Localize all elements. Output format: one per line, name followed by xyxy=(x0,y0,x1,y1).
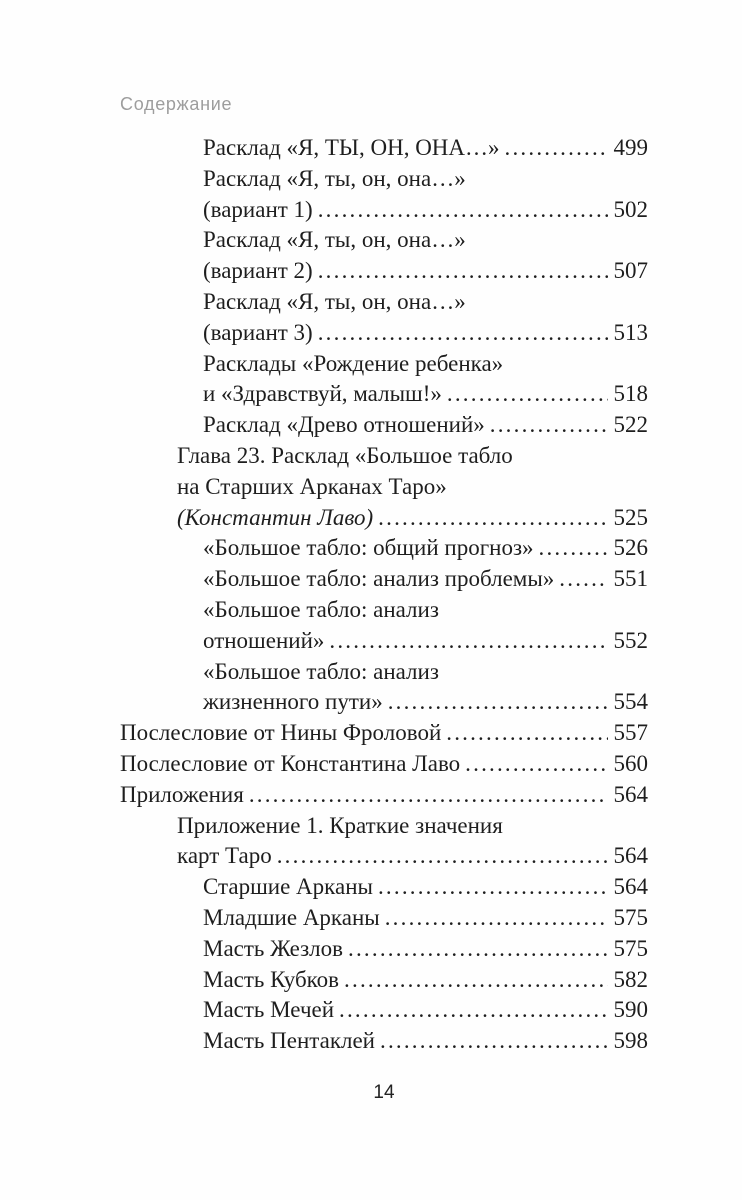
toc-entry-line xyxy=(203,687,648,718)
toc-entry-title: Приложения xyxy=(120,781,244,807)
dot-leader xyxy=(378,503,607,534)
toc-entry-line xyxy=(203,287,648,318)
toc-entry-title: «Большое табло: анализ проблемы» xyxy=(203,566,555,592)
toc-entry-title: Расклад «Я, ТЫ, ОН, ОНА…» xyxy=(203,135,500,160)
dot-leader xyxy=(446,718,607,749)
toc-entry xyxy=(203,965,648,996)
toc-entry-page-number: 582 xyxy=(613,966,648,992)
toc-entry-title: «Большое табло: анализ xyxy=(203,658,439,684)
dot-leader xyxy=(559,564,607,595)
toc-entry-line xyxy=(203,626,648,657)
toc-entry-title: Глава 23. Расклад «Большое табло xyxy=(177,442,513,468)
toc-entry-page-number: 560 xyxy=(613,750,648,776)
toc-entry-line xyxy=(203,379,648,410)
toc-entry xyxy=(203,133,648,164)
toc-entry-line xyxy=(203,225,648,256)
dot-leader xyxy=(385,903,608,934)
toc-entry-title: Масть Кубков xyxy=(203,966,340,992)
toc-entry-page-number: 513 xyxy=(613,319,648,345)
toc-entry-title: и «Здравствуй, малыш!» xyxy=(203,381,442,407)
toc-entry-title: карт Таро xyxy=(177,843,272,869)
toc-entry xyxy=(203,995,648,1026)
toc-entry-line xyxy=(203,349,648,380)
toc-entry-line xyxy=(203,164,648,195)
toc-entry-page-number: 552 xyxy=(613,627,648,653)
toc-entry-title: Расклад «Древо отношений» xyxy=(203,412,485,438)
toc-entry xyxy=(120,749,648,780)
toc-entry-title: на Старших Арканах Таро» xyxy=(177,473,447,499)
toc-entry xyxy=(203,225,648,287)
toc-entry-line xyxy=(203,872,648,903)
toc-entry-title: Послесловие от Нины Фроловой xyxy=(120,720,442,746)
toc-entry-title: Расклад «Я, ты, он, она…» xyxy=(203,165,466,191)
dot-leader xyxy=(344,965,607,996)
toc-entry-title: «Большое табло: анализ xyxy=(203,596,439,622)
toc-entry xyxy=(203,287,648,349)
toc-entry xyxy=(203,564,648,595)
toc-entry-line xyxy=(203,995,648,1026)
dot-leader xyxy=(539,533,608,564)
running-head: Содержание xyxy=(120,94,233,114)
dot-leader xyxy=(329,626,607,657)
toc-entry-page-number: 551 xyxy=(613,566,648,592)
toc-entry-page-number: 557 xyxy=(613,720,648,746)
table-of-contents xyxy=(120,133,648,1057)
toc-entry-line xyxy=(203,195,648,226)
toc-entry-page-number: 575 xyxy=(613,935,648,961)
toc-entry-page-number: 575 xyxy=(613,904,648,930)
toc-entry-page-number: 525 xyxy=(613,504,648,530)
toc-entry-line xyxy=(203,657,648,688)
toc-entry-title: Расклад «Я, ты, он, она…» xyxy=(203,227,466,253)
toc-entry-title: Приложение 1. Краткие значения xyxy=(177,812,503,838)
page-number: 14 xyxy=(373,1082,395,1103)
dot-leader xyxy=(318,195,608,226)
toc-entry xyxy=(203,872,648,903)
toc-entry-title: Послесловие от Константина Лаво xyxy=(120,750,461,776)
dot-leader xyxy=(505,133,608,164)
dot-leader xyxy=(465,749,607,780)
toc-entry-page-number: 522 xyxy=(613,412,648,438)
toc-entry-line xyxy=(120,749,648,780)
toc-entry-line xyxy=(203,318,648,349)
toc-entry-title: (вариант 3) xyxy=(203,319,313,345)
toc-entry-page-number: 564 xyxy=(613,843,648,869)
toc-entry-line xyxy=(120,718,648,749)
toc-entry xyxy=(203,410,648,441)
toc-entry-page-number: 507 xyxy=(613,258,648,284)
toc-entry-line xyxy=(203,533,648,564)
toc-entry-line xyxy=(203,934,648,965)
toc-entry-line xyxy=(177,841,648,872)
toc-entry xyxy=(177,441,648,533)
toc-entry xyxy=(120,718,648,749)
toc-entry-line xyxy=(177,811,648,842)
dot-leader xyxy=(447,379,608,410)
toc-entry-title: Старшие Арканы xyxy=(203,874,373,900)
toc-entry-line xyxy=(203,410,648,441)
dot-leader xyxy=(378,872,608,903)
dot-leader xyxy=(388,687,608,718)
toc-entry-line xyxy=(203,133,648,164)
toc-entry-line xyxy=(203,965,648,996)
toc-entry xyxy=(203,657,648,719)
toc-entry-line xyxy=(203,256,648,287)
dot-leader xyxy=(277,841,608,872)
toc-entry-line xyxy=(203,595,648,626)
toc-entry-title: Масть Пентаклей xyxy=(203,1028,375,1054)
dot-leader xyxy=(318,318,608,349)
dot-leader xyxy=(339,995,607,1026)
toc-entry-page-number: 499 xyxy=(613,135,648,160)
toc-entry-page-number: 598 xyxy=(613,1028,648,1054)
toc-entry-page-number: 564 xyxy=(613,781,648,807)
toc-entry-page-number: 518 xyxy=(613,381,648,407)
dot-leader xyxy=(318,256,608,287)
toc-entry-title: (вариант 1) xyxy=(203,196,313,222)
toc-entry-page-number: 590 xyxy=(613,997,648,1023)
toc-entry-line xyxy=(203,903,648,934)
dot-leader xyxy=(249,780,608,811)
toc-entry xyxy=(203,349,648,411)
toc-entry-page-number: 526 xyxy=(613,535,648,561)
toc-entry-title: «Большое табло: общий прогноз» xyxy=(203,535,534,561)
toc-entry-page-number: 502 xyxy=(613,196,648,222)
dot-leader xyxy=(490,410,608,441)
toc-entry xyxy=(203,533,648,564)
toc-entry-title: (Константин Лаво) xyxy=(177,504,374,530)
toc-entry-title: (вариант 2) xyxy=(203,258,313,284)
toc-entry xyxy=(203,903,648,934)
toc-entry-title: отношений» xyxy=(203,627,325,653)
toc-entry-line xyxy=(177,472,648,503)
toc-entry-page-number: 554 xyxy=(613,689,648,715)
toc-entry xyxy=(177,811,648,873)
toc-entry-title: Расклады «Рождение ребенка» xyxy=(203,350,504,376)
toc-entry-title: Масть Жезлов xyxy=(203,935,344,961)
toc-entry-title: Масть Мечей xyxy=(203,997,335,1023)
toc-entry xyxy=(203,595,648,657)
toc-entry xyxy=(120,780,648,811)
toc-entry-line xyxy=(203,564,648,595)
toc-entry xyxy=(203,934,648,965)
dot-leader xyxy=(380,1026,608,1057)
toc-entry-line xyxy=(203,1026,648,1057)
toc-entry-title: Расклад «Я, ты, он, она…» xyxy=(203,288,466,314)
toc-entry-line xyxy=(120,780,648,811)
toc-entry-line xyxy=(177,441,648,472)
toc-entry xyxy=(203,164,648,226)
dot-leader xyxy=(348,934,607,965)
toc-entry-title: жизненного пути» xyxy=(203,689,383,715)
toc-entry-title: Младшие Арканы xyxy=(203,904,380,930)
toc-entry xyxy=(203,1026,648,1057)
toc-entry-line xyxy=(177,503,648,534)
toc-entry-page-number: 564 xyxy=(613,874,648,900)
